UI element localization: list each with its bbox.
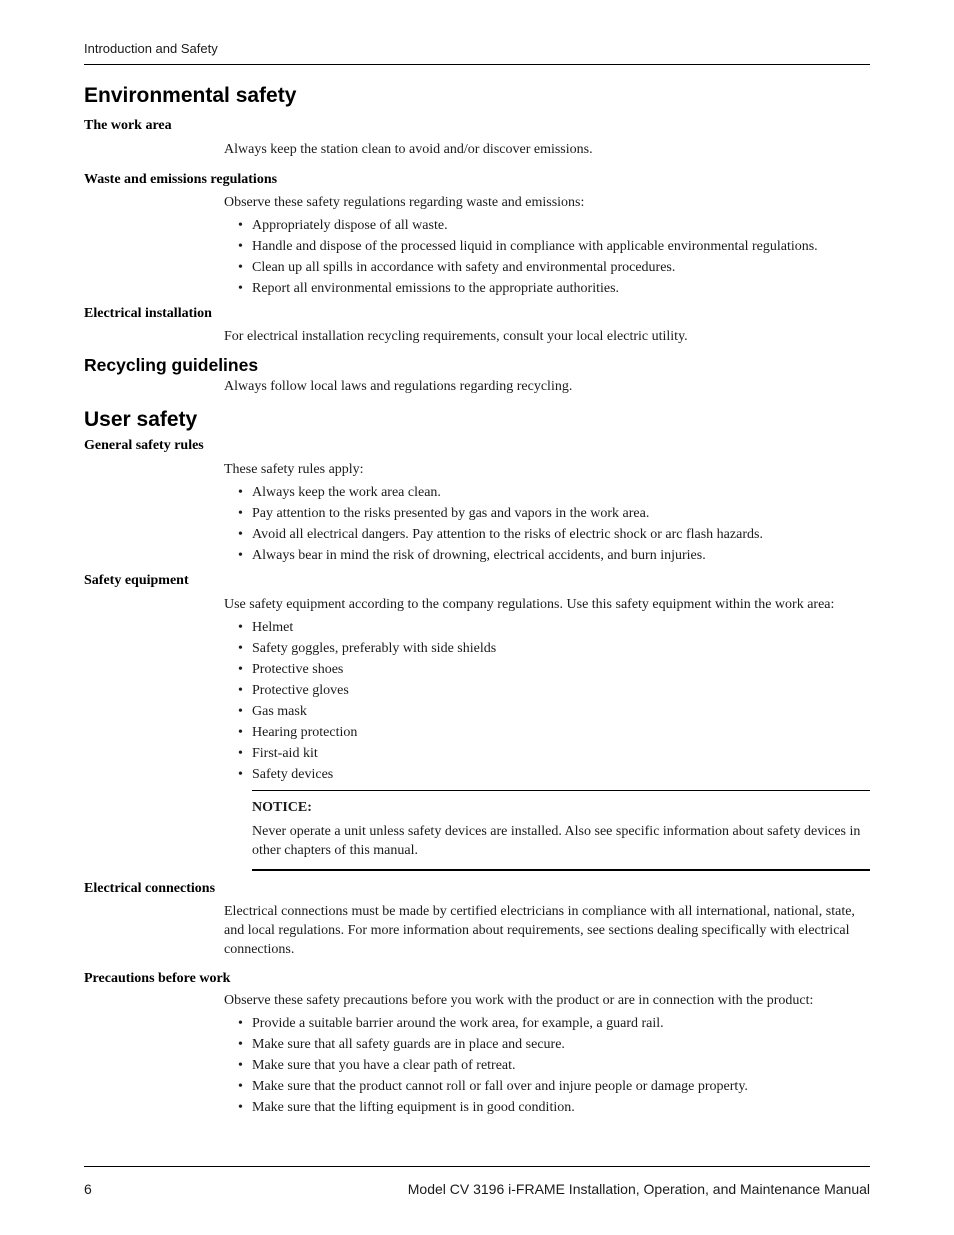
- safety-equipment-list: [224, 618, 870, 784]
- list-item: • Make sure that you have a clear path of retreat.: [224, 1056, 870, 1075]
- electrical-connections-text: Electrical connections must be made by certified electricians in compliance with all international, national, state, and local regulations. For more information about requirements, see sections dealing specifically with electrical connections.: [224, 904, 855, 957]
- work-area-text: Always keep the station clean to avoid and/or discover emissions.: [224, 142, 593, 157]
- list-item: • Hearing protection: [224, 723, 870, 742]
- notice-box: [252, 790, 870, 871]
- list-item: • Report all environmental emissions to the appropriate authorities.: [224, 279, 870, 298]
- subheading-general-safety: General safety rules: [84, 438, 204, 453]
- safety-equipment-body: [224, 595, 870, 871]
- subheading-electrical-connections: Electrical connections: [84, 881, 216, 896]
- precautions-body: [224, 991, 870, 1117]
- list-item: • Avoid all electrical dangers. Pay attention to the risks of electric shock or arc flash hazards.: [224, 525, 870, 544]
- general-safety-list: [224, 483, 870, 565]
- footer-rule: [84, 1166, 870, 1167]
- list-item: • Safety devices: [224, 765, 870, 784]
- work-area-body: [224, 140, 870, 159]
- list-item: • Make sure that the product cannot roll or fall over and injure people or damage property.: [224, 1077, 870, 1096]
- section-title-environmental: Environmental safety: [84, 84, 297, 107]
- running-header: Introduction and Safety: [84, 41, 218, 56]
- list-item: • Gas mask: [224, 702, 870, 721]
- footer-title: Model CV 3196 i-FRAME Installation, Operation, and Maintenance Manual: [407, 1181, 870, 1197]
- list-item: • Helmet: [224, 618, 870, 637]
- notice-title: NOTICE:: [252, 800, 312, 815]
- list-item: • Make sure that the lifting equipment is in good condition.: [224, 1098, 870, 1117]
- precautions-intro: Observe these safety precautions before you work with the product or are in connection with the product:: [224, 993, 814, 1008]
- list-item: • Protective shoes: [224, 660, 870, 679]
- list-item: • Always keep the work area clean.: [224, 483, 870, 502]
- list-item: • Clean up all spills in accordance with safety and environmental procedures.: [224, 258, 870, 277]
- recycling-body: [224, 377, 870, 396]
- list-item: • Safety goggles, preferably with side shields: [224, 639, 870, 658]
- page-number: 6: [84, 1181, 92, 1197]
- list-item: • Pay attention to the risks presented by gas and vapors in the work area.: [224, 504, 870, 523]
- list-item: • Always bear in mind the risk of drowning, electrical accidents, and burn injuries.: [224, 546, 870, 565]
- electrical-installation-body: [224, 327, 870, 346]
- electrical-connections-body: [224, 902, 870, 959]
- subheading-waste: Waste and emissions regulations: [84, 172, 278, 187]
- page-content: [84, 82, 870, 1119]
- notice-text: Never operate a unit unless safety devices are installed. Also see specific information about safety devices in other chapters of this manual.: [252, 824, 861, 858]
- header-rule: [84, 64, 870, 65]
- list-item: • Protective gloves: [224, 681, 870, 700]
- general-safety-body: [224, 460, 870, 565]
- list-item: • Handle and dispose of the processed liquid in compliance with applicable environmental regulations.: [224, 237, 870, 256]
- subheading-safety-equipment: Safety equipment: [84, 573, 189, 588]
- list-item: • First-aid kit: [224, 744, 870, 763]
- safety-equipment-intro: Use safety equipment according to the company regulations. Use this safety equipment within the work area:: [224, 597, 835, 612]
- subheading-precautions: Precautions before work: [84, 971, 231, 986]
- electrical-installation-text: For electrical installation recycling requirements, consult your local electric utility.: [224, 329, 688, 344]
- precautions-list: [224, 1014, 870, 1117]
- section-title-user-safety: User safety: [84, 408, 198, 431]
- waste-intro: Observe these safety regulations regarding waste and emissions:: [224, 195, 585, 210]
- subheading-work-area: The work area: [84, 118, 172, 133]
- list-item: • Provide a suitable barrier around the work area, for example, a guard rail.: [224, 1014, 870, 1033]
- recycling-text: Always follow local laws and regulations regarding recycling.: [224, 379, 573, 394]
- section-title-recycling: Recycling guidelines: [84, 355, 259, 375]
- waste-list: [224, 216, 870, 298]
- waste-body: [224, 193, 870, 298]
- list-item: • Make sure that all safety guards are in place and secure.: [224, 1035, 870, 1054]
- list-item: • Appropriately dispose of all waste.: [224, 216, 870, 235]
- subheading-electrical-installation: Electrical installation: [84, 306, 212, 321]
- general-safety-intro: These safety rules apply:: [224, 462, 364, 477]
